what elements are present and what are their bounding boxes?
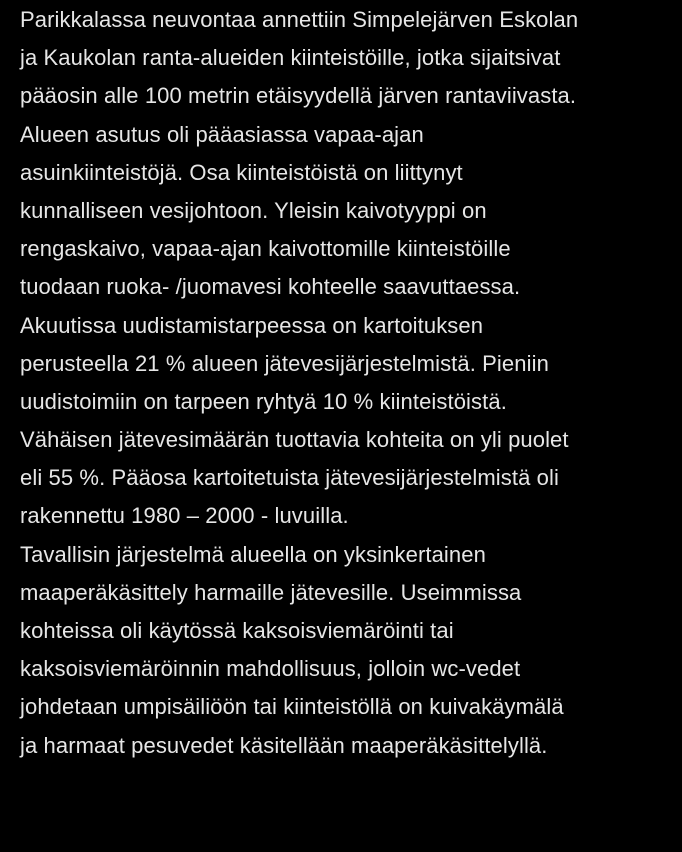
text-line: johdetaan umpisäiliöön tai kiinteistöllä on kuivakäymälä (20, 694, 564, 720)
text-line: kohteissa oli käytössä kaksoisviemäröinti tai (20, 618, 454, 643)
text-line: Akuutissa uudistamistarpeessa on kartoituksen (20, 312, 484, 338)
text-line: Parikkalassa neuvontaa annettiin Simpelejärven Eskolan (20, 7, 579, 32)
text-line: uudistoimiin on tarpeen ryhtyä 10 % kiinteistöistä. (20, 388, 507, 414)
text-line: kunnalliseen vesijohtoon. Yleisin kaivotyyppi on (20, 197, 487, 223)
text-line: ja harmaat pesuvedet käsitellään maaperäkäsittelyllä. (20, 732, 548, 758)
text-line: eli 55 %. Pääosa kartoitetuista jätevesijärjestelmistä oli (20, 465, 559, 491)
text-line: kaksoisviemäröinnin mahdollisuus, jolloin wc-vedet (20, 656, 521, 682)
text-line: ja Kaukolan ranta-alueiden kiinteistöille, jotka sijaitsivat (20, 45, 561, 71)
text-line: asuinkiinteistöjä. Osa kiinteistöistä on liittynyt (20, 159, 463, 185)
text-line: perusteella 21 % alueen jätevesijärjestelmistä. Pieniin (20, 350, 549, 376)
text-line: rengaskaivo, vapaa-ajan kaivottomille kiinteistöille (20, 236, 511, 262)
text-line: pääosin alle 100 metrin etäisyydellä järven rantaviivasta. (20, 83, 577, 109)
text-line: tuodaan ruoka- /juomavesi kohteelle saavuttaessa. (20, 274, 521, 300)
text-line: maaperäkäsittely harmaille jätevesille. Useimmissa (20, 579, 522, 605)
text-line: Vähäisen jätevesimäärän tuottavia kohteita on yli puolet (20, 427, 569, 453)
text-line: Alueen asutus oli pääasiassa vapaa-ajan (20, 121, 424, 147)
text-line: rakennettu 1980 – 2000 - luvuilla. (20, 503, 349, 529)
text-line: Tavallisin järjestelmä alueella on yksinkertainen (20, 541, 486, 567)
body-text (20, 1, 680, 765)
